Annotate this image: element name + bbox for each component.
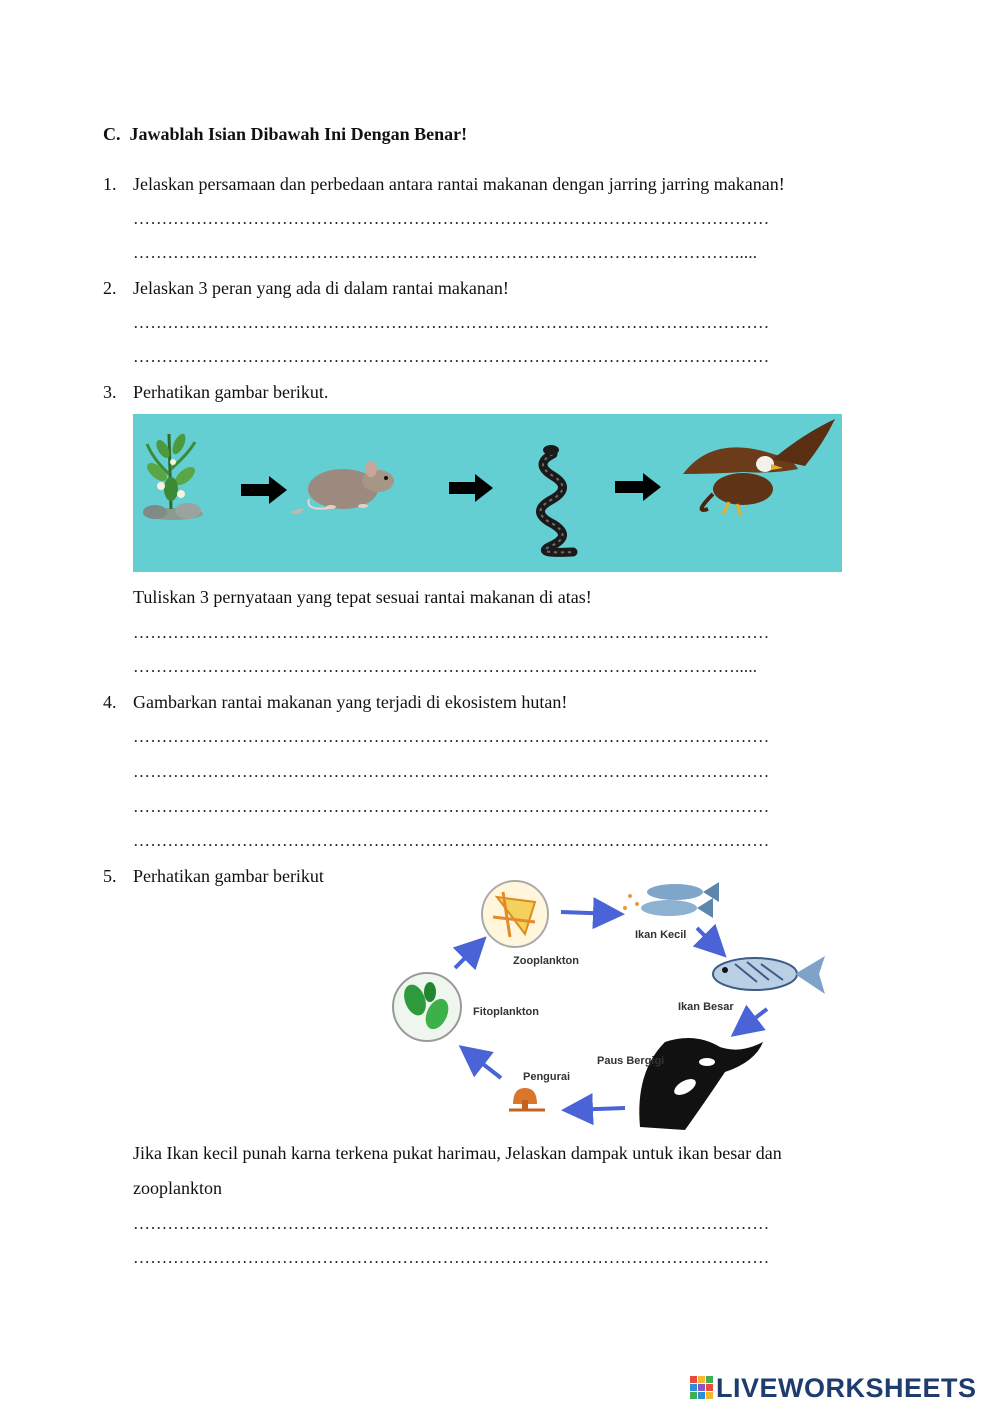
answer-input[interactable] (133, 241, 883, 265)
question-text: Jelaskan persamaan dan perbedaan antara rantai makanan dengan jarring jarring makanan! (133, 174, 785, 194)
decomposer-icon (509, 1088, 545, 1110)
answer-input[interactable] (133, 760, 883, 784)
question-text: Perhatikan gambar berikut. (133, 382, 329, 402)
snake-icon (540, 445, 573, 552)
question-number: 3. (103, 382, 117, 402)
mouse-icon (292, 461, 394, 513)
label-ikan-kecil: Ikan Kecil (635, 929, 687, 941)
label-pengurai: Pengurai (523, 1071, 571, 1083)
question-text: Perhatikan gambar berikut (133, 866, 324, 886)
label-zooplankton: Zooplankton (513, 955, 579, 967)
logo-mark-icon (690, 1376, 714, 1400)
label-paus-bergigi: Paus Bergigi (597, 1055, 665, 1067)
answer-line: ………………………………………………………………………………………………… (133, 762, 770, 781)
brand-name: LIVEWORKSHEETS (716, 1373, 977, 1403)
question-number: 1. (103, 174, 117, 194)
answer-input[interactable] (133, 829, 883, 853)
question-followup: Tuliskan 3 pernyataan yang tepat sesuai rantai makanan di atas! (133, 587, 592, 607)
answer-line: ………………………………………………………………………………………………… (133, 347, 770, 366)
answer-input[interactable] (133, 725, 883, 749)
answer-line: ………………………………………………………………………………………………… (133, 623, 770, 642)
question-number: 4. (103, 692, 117, 712)
answer-input[interactable] (133, 311, 883, 335)
answer-input[interactable] (133, 1212, 883, 1236)
answer-line: ………………………………………………………………………………………………… (133, 831, 770, 850)
question-number: 2. (103, 278, 117, 298)
small-fish-icon (623, 882, 719, 918)
section-heading (103, 123, 467, 145)
zooplankton-icon (482, 881, 548, 947)
question-followup: zooplankton (133, 1178, 222, 1198)
arrow-icon (241, 476, 287, 504)
plant-icon (143, 432, 203, 520)
question-number: 5. (103, 866, 117, 886)
answer-line: ………………………………………………………………………………………………… (133, 797, 770, 816)
arrow-icon (449, 474, 493, 502)
answer-line: ………………………………………………………………………………………………… (133, 727, 770, 746)
answer-input[interactable] (133, 621, 883, 645)
arrow-icon (615, 473, 661, 501)
answer-line: ……………………………………………………………………………………………..... (133, 243, 758, 262)
answer-line: ………………………………………………………………………………………………… (133, 209, 770, 228)
question-text: Gambarkan rantai makanan yang terjadi di ekosistem hutan! (133, 692, 568, 712)
answer-input[interactable] (133, 345, 883, 369)
phytoplankton-icon (393, 973, 461, 1041)
answer-input[interactable] (133, 207, 883, 231)
section-title: Jawablah Isian Dibawah Ini Dengan Benar! (129, 124, 468, 144)
marine-food-cycle-diagram (385, 872, 830, 1130)
liveworksheets-logo (690, 1373, 977, 1404)
answer-line: ……………………………………………………………………………………………..... (133, 657, 758, 676)
label-fitoplankton: Fitoplankton (473, 1006, 539, 1018)
answer-line: ………………………………………………………………………………………………… (133, 313, 770, 332)
answer-input[interactable] (133, 1246, 883, 1270)
big-fish-icon (713, 956, 825, 994)
question-text: Jelaskan 3 peran yang ada di dalam rantai makanan! (133, 278, 509, 298)
label-ikan-besar: Ikan Besar (678, 1001, 734, 1013)
section-letter: C. (103, 124, 121, 144)
food-chain-image (133, 414, 842, 572)
answer-input[interactable] (133, 655, 883, 679)
answer-line: ………………………………………………………………………………………………… (133, 1214, 770, 1233)
answer-input[interactable] (133, 795, 883, 819)
question-followup: Jika Ikan kecil punah karna terkena pukat harimau, Jelaskan dampak untuk ikan besar dan (133, 1143, 782, 1163)
answer-line: ………………………………………………………………………………………………… (133, 1248, 770, 1267)
orca-icon (639, 1038, 763, 1130)
eagle-icon (683, 419, 835, 516)
